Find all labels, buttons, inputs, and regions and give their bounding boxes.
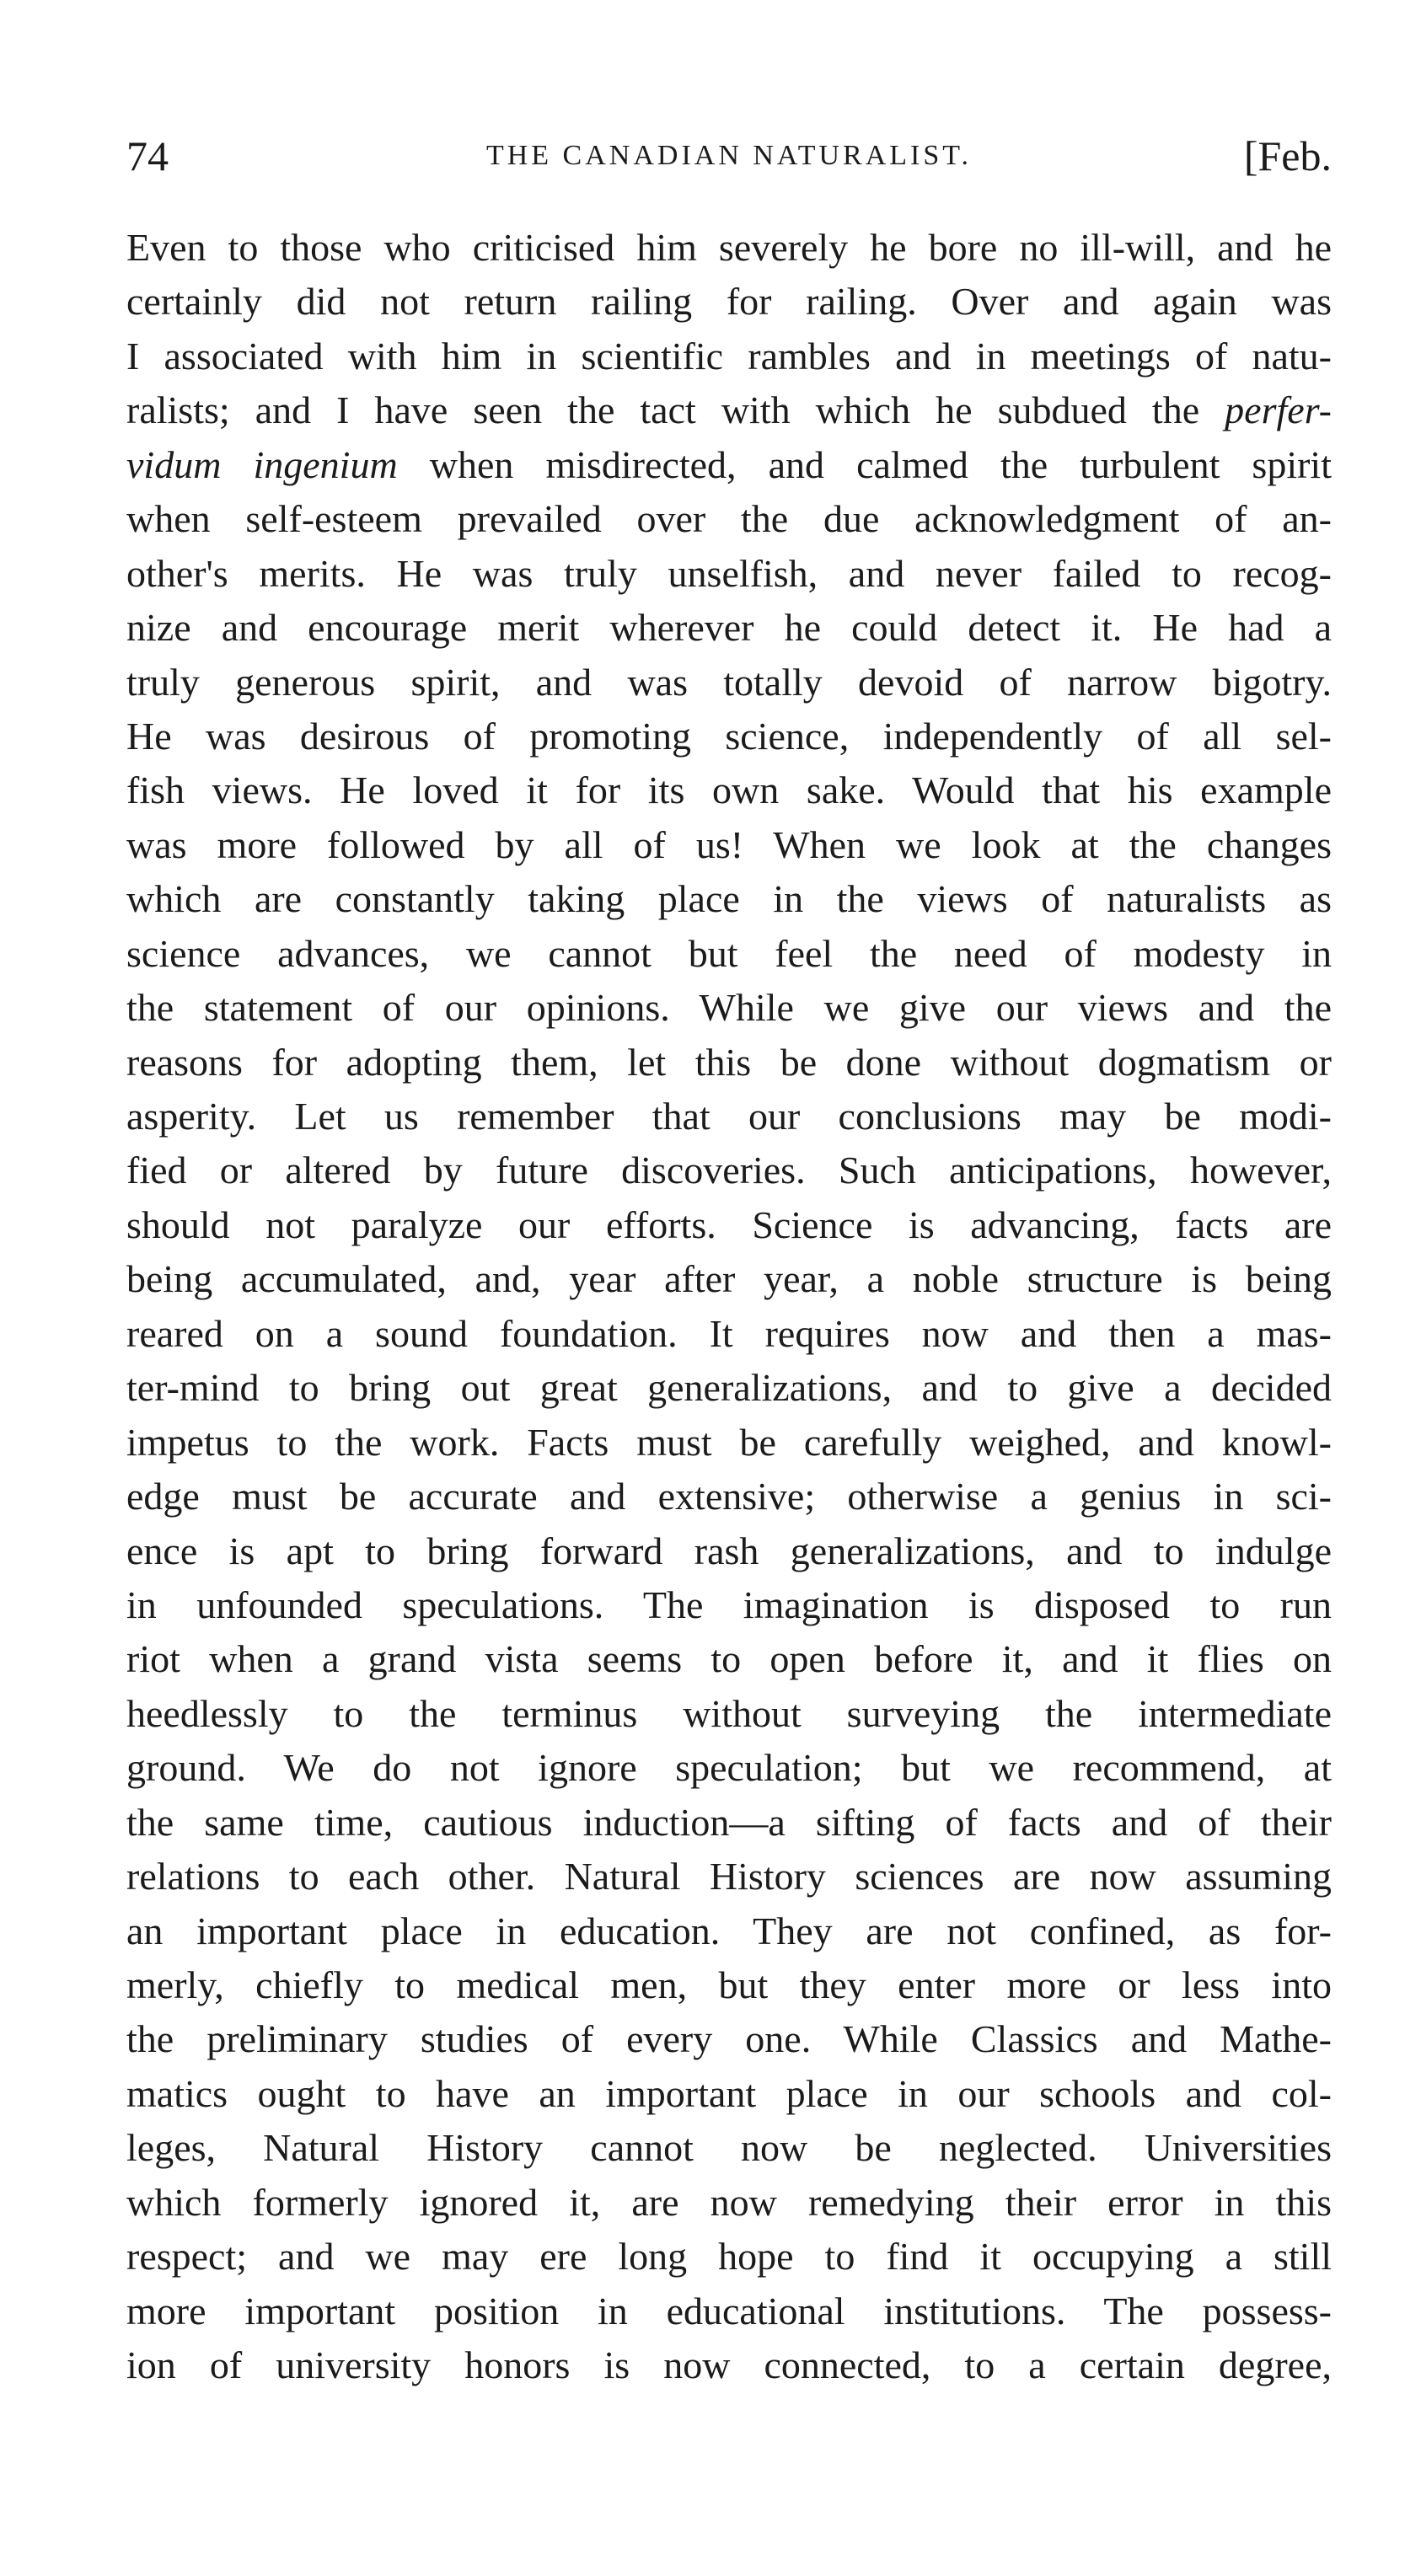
running-head [126,126,1332,185]
text-line: which formerly ignored it, are now remedying their error in this [126,2180,1332,2224]
text-line: ground. We do not ignore speculation; but we recommend, at [126,1746,1332,1790]
text-line: Even to those who criticised him severely he bore no ill-will, and he [126,226,1332,269]
text-line: respect; and we may ere long hope to find it occupying a still [126,2235,1332,2279]
text-line: which are constantly taking place in the views of naturalists as [126,877,1332,921]
journal-title: THE CANADIAN NATURALIST. [485,140,973,171]
text-line: reasons for adopting them, let this be done without dogmatism or [126,1040,1332,1084]
text-line: being accumulated, and, year after year, a noble structure is being [126,1257,1332,1301]
text-line: impetus to the work. Facts must be carefully weighed, and knowl- [126,1420,1332,1464]
page-number: 74 [126,132,169,179]
text-line: should not paralyze our efforts. Science is advancing, facts are [126,1202,1332,1246]
text-line: ence is apt to bring forward rash generalizations, and to indulge [126,1529,1332,1572]
text-line: riot when a grand vista seems to open before it, and it flies on [126,1637,1332,1681]
text-run: when misdirected, and calmed the turbulent spirit [397,442,1332,486]
text-line [126,383,1332,437]
text-line: ter-mind to bring out great generalizations, and to give a decided [126,1366,1332,1410]
text-line: leges, Natural History cannot now be neglected. Universities [126,2126,1332,2170]
text-line: when self-esteem prevailed over the due acknowledgment of an- [126,497,1332,541]
text-line: truly generous spirit, and was totally devoid of narrow bigotry. [126,660,1332,704]
text-line: the same time, cautious induction—a sifting of facts and of their [126,1800,1332,1844]
text-line: science advances, we cannot but feel the need of modesty in [126,931,1332,975]
latin-phrase: vidum ingenium [126,442,398,486]
text-line: certainly did not return railing for railing. Over and again was [126,280,1332,324]
text-line: was more followed by all of us! When we look at the changes [126,822,1332,866]
body-text [126,221,1332,2393]
text-line: fish views. He loved it for its own sake. Would that his example [126,769,1332,812]
text-line: nize and encourage merit wherever he could detect it. He had a [126,606,1332,650]
text-line: heedlessly to the terminus without surveying the intermediate [126,1691,1332,1735]
text-line: edge must be accurate and extensive; otherwise a genius in sci- [126,1475,1332,1518]
latin-phrase: perfer- [1225,388,1332,432]
text-line: the preliminary studies of every one. While Classics and Mathe- [126,2017,1332,2061]
text-line: in unfounded speculations. The imagination is disposed to run [126,1583,1332,1626]
text-line: reared on a sound foundation. It requires now and then a mas- [126,1311,1332,1355]
text-line: fied or altered by future discoveries. Such anticipations, however, [126,1149,1332,1192]
text-line: I associated with him in scientific rambles and in meetings of natu- [126,334,1332,378]
text-line: an important place in education. They are not confined, as for- [126,1909,1332,1952]
text-line: the statement of our opinions. While we give our views and the [126,986,1332,1030]
text-line: merly, chiefly to medical men, but they enter more or less into [126,1963,1332,2006]
text-line: other's merits. He was truly unselfish, and never failed to recog- [126,551,1332,595]
text-line: more important position in educational institutions. The possess- [126,2289,1332,2332]
text-line: asperity. Let us remember that our conclusions may be modi- [126,1095,1332,1138]
text-line: ion of university honors is now connected, to a certain degree, [126,2343,1332,2387]
text-run: ralists; and I have seen the tact with which he subdued the [126,388,1225,432]
text-line: relations to each other. Natural History sciences are now assuming [126,1855,1332,1899]
text-line: matics ought to have an important place in our schools and col- [126,2071,1332,2115]
issue-month: [Feb. [1243,132,1332,179]
text-line: He was desirous of promoting science, independently of all sel- [126,714,1332,758]
text-line [126,438,1332,492]
